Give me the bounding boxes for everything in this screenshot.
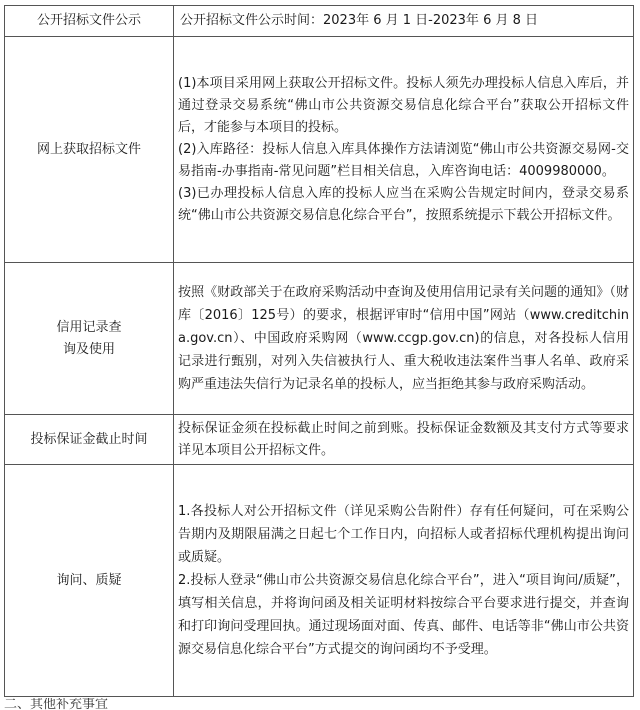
publicity-time: 公开招标文件公示时间：2023年 6 月 1 日-2023年 6 月 8 日 (174, 6, 634, 37)
notice-table (4, 5, 634, 697)
row-online-download (5, 37, 634, 263)
paragraph: (3)已办理投标人信息入库的投标人应当在采购公告规定时间内，登录交易系统“佛山市公共资源交易信息化综合平台”，按照系统提示下载公开招标文件。 (178, 185, 629, 223)
row-content-online-download (174, 37, 634, 263)
label-line: 信用记录查 (56, 319, 122, 335)
label-line: 询及使用 (62, 341, 115, 357)
row-content-inquiry (174, 465, 634, 697)
row-content-bond-deadline (174, 415, 634, 465)
paragraph: (1)本项目采用网上获取公开招标文件。投标人须先办理投标人信息入库后，并通过登录交易系统“佛山市公共资源交易信息化综合平台”获取公开招标文件后，才能参与本项目的投标。 (178, 75, 629, 135)
section-heading: 二、其他补充事宜 (4, 698, 109, 710)
paragraph: 2.投标人登录“佛山市公共资源交易信息化综合平台”，进入“项目询问/质疑”，填写相关信息，并将询问函及相关证明材料按综合平台要求进行提交，并查询和打印询问受理回执。通过现场面对面、传真、邮件、电话等非“佛山市公共资源交易信息化综合平台”方式提交的询问函均不予受理。 (178, 573, 629, 657)
header-row (5, 6, 634, 37)
row-bond-deadline (5, 415, 634, 465)
header-label: 公开招标文件公示 (5, 6, 174, 37)
paragraph: 按照《财政部关于在政府采购活动中查询及使用信用记录有关问题的通知》（财库〔2016〕125号）的要求，根据评审时“信用中国”网站（www.creditchina.gov.cn）、中国政府采购网（www.ccgp.gov.cn)的信息，对各投标人信用记录进行甄别，对列入失信被执行人、重大税收违法案件当事人名单、政府采购严重违法失信行为记录名单的投标人，应当拒绝其参与政府采购活动。 (178, 285, 629, 392)
row-content-credit-record (174, 263, 634, 415)
paragraph: 1.各投标人对公开招标文件（详见采购公告附件）存有任何疑问，可在采购公告期内及期限届满之日起七个工作日内，向招标人或者招标代理机构提出询问或质疑。 (178, 504, 629, 565)
row-label-bond-deadline: 投标保证金截止时间 (5, 415, 174, 465)
row-credit-record (5, 263, 634, 415)
paragraph: 投标保证金须在投标截止时间之前到账。投标保证金数额及其支付方式等要求详见本项目公开招标文件。 (178, 420, 629, 458)
row-inquiry (5, 465, 634, 697)
paragraph: (2)入库路径：投标人信息入库具体操作方法请浏览“佛山市公共资源交易网-交易指南-办事指南-常见问题”栏目相关信息，入库咨询电话：4009980000。 (178, 141, 629, 179)
row-label-credit-record (5, 263, 174, 415)
row-label-inquiry: 询问、质疑 (5, 465, 174, 697)
row-label-online-download: 网上获取招标文件 (5, 37, 174, 263)
